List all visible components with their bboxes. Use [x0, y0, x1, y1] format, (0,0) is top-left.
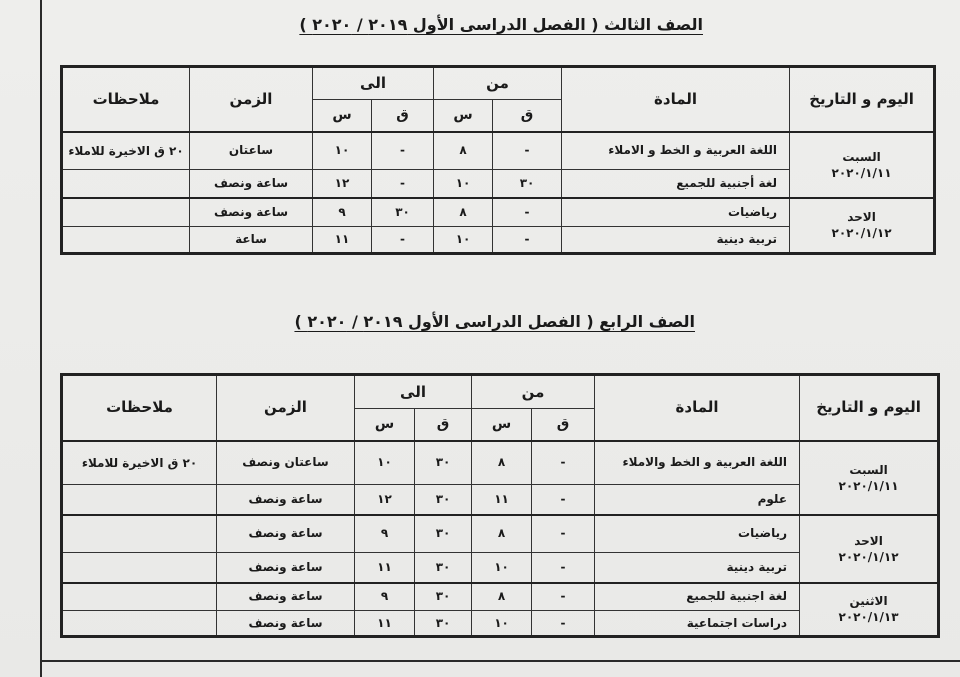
from-hours-cell: ١١	[472, 485, 532, 515]
from-minutes-cell: ٣٠	[493, 170, 562, 198]
margin-rule	[40, 0, 42, 677]
from-hours-cell: ١٠	[434, 227, 493, 254]
day-cell	[800, 441, 939, 515]
subject-cell: علوم	[595, 485, 800, 515]
bottom-rule	[40, 660, 960, 662]
from-hours-cell: ٨	[472, 515, 532, 553]
notes-header: ملاحظات	[62, 67, 190, 132]
from-header: من	[434, 67, 562, 100]
from-hours-cell: ١٠	[472, 611, 532, 637]
header-row	[62, 67, 935, 100]
to-hours-cell: ١١	[355, 553, 415, 583]
from-minutes-cell: -	[493, 132, 562, 170]
subject-cell: اللغة العربية و الخط والاملاء	[595, 441, 800, 485]
to-minutes-cell: ٣٠	[415, 553, 472, 583]
from-minutes-cell: -	[532, 515, 595, 553]
grade4-title: الصف الرابع ( الفصل الدراسى الأول ٢٠١٩ / ٢٠٢٠ )	[294, 312, 695, 331]
exam-date: ٢٠٢٠/١/١١	[838, 478, 899, 493]
to-hours-header: س	[313, 100, 372, 132]
duration-header: الزمن	[217, 375, 355, 441]
to-minutes-cell: ٣٠	[415, 441, 472, 485]
to-minutes-cell: ٣٠	[415, 583, 472, 611]
day-cell	[790, 198, 935, 254]
day-name: الاحد	[854, 533, 883, 548]
from-hours-cell: ٨	[434, 198, 493, 227]
day-cell	[790, 132, 935, 198]
subject-cell: تربية دينية	[562, 227, 790, 254]
to-minutes-cell: ٣٠	[415, 515, 472, 553]
header-row	[62, 375, 939, 409]
to-minutes-cell: ٣٠	[415, 611, 472, 637]
day-date-header: اليوم و التاريخ	[800, 375, 939, 441]
duration-cell: ساعة ونصف	[217, 583, 355, 611]
to-minutes-header: ق	[415, 409, 472, 441]
day-date-header: اليوم و التاريخ	[790, 67, 935, 132]
duration-cell: ساعة ونصف	[217, 553, 355, 583]
grade3-schedule-table	[60, 65, 936, 255]
exam-date: ٢٠٢٠/١/١١	[831, 165, 892, 180]
from-minutes-header: ق	[532, 409, 595, 441]
subject-cell: لغة أجنبية للجميع	[562, 170, 790, 198]
to-hours-cell: ١٢	[313, 170, 372, 198]
to-header: الى	[313, 67, 434, 100]
subject-cell: اللغة العربية و الخط و الاملاء	[562, 132, 790, 170]
exam-date: ٢٠٢٠/١/١٢	[838, 549, 899, 564]
to-minutes-cell: -	[372, 132, 434, 170]
grade3-title: الصف الثالث ( الفصل الدراسى الأول ٢٠١٩ / ٢٠٢٠ )	[299, 15, 703, 34]
to-hours-header: س	[355, 409, 415, 441]
duration-cell: ساعة ونصف	[217, 515, 355, 553]
to-minutes-cell: ٣٠	[415, 485, 472, 515]
to-hours-cell: ١١	[313, 227, 372, 254]
from-header: من	[472, 375, 595, 409]
to-minutes-cell: ٣٠	[372, 198, 434, 227]
table-row	[62, 583, 939, 611]
notes-cell	[62, 485, 217, 515]
duration-cell: ساعة ونصف	[190, 198, 313, 227]
table-row	[62, 441, 939, 485]
from-minutes-cell: -	[532, 485, 595, 515]
from-minutes-header: ق	[493, 100, 562, 132]
from-hours-cell: ٨	[472, 441, 532, 485]
notes-cell: ٢٠ ق الاخيرة للاملاء	[62, 441, 217, 485]
to-minutes-cell: -	[372, 227, 434, 254]
from-minutes-cell: -	[532, 441, 595, 485]
to-minutes-header: ق	[372, 100, 434, 132]
from-minutes-cell: -	[493, 198, 562, 227]
exam-date: ٢٠٢٠/١/١٣	[838, 610, 899, 625]
duration-cell: ساعة ونصف	[217, 611, 355, 637]
notes-cell	[62, 227, 190, 254]
table-row	[62, 515, 939, 553]
from-hours-cell: ١٠	[434, 170, 493, 198]
from-hours-cell: ١٠	[472, 553, 532, 583]
from-hours-cell: ٨	[434, 132, 493, 170]
subject-cell: تربية دينية	[595, 553, 800, 583]
from-minutes-cell: -	[532, 583, 595, 611]
duration-cell: ساعة ونصف	[217, 485, 355, 515]
grade4-schedule-table	[60, 373, 940, 638]
from-hours-header: س	[434, 100, 493, 132]
day-name: السبت	[849, 462, 888, 477]
day-cell	[800, 583, 939, 637]
to-hours-cell: ٩	[313, 198, 372, 227]
duration-cell: ساعتان ونصف	[217, 441, 355, 485]
to-header: الى	[355, 375, 472, 409]
notes-cell	[62, 170, 190, 198]
day-cell	[800, 515, 939, 583]
subject-header: المادة	[595, 375, 800, 441]
from-minutes-cell: -	[532, 553, 595, 583]
exam-date: ٢٠٢٠/١/١٢	[831, 226, 892, 241]
day-name: الاثنين	[849, 594, 888, 609]
duration-cell: ساعتان	[190, 132, 313, 170]
subject-cell: رياضيات	[562, 198, 790, 227]
day-name: الاحد	[847, 210, 876, 225]
from-minutes-cell: -	[532, 611, 595, 637]
notes-cell	[62, 611, 217, 637]
notes-header: ملاحظات	[62, 375, 217, 441]
to-hours-cell: ١٠	[313, 132, 372, 170]
subject-header: المادة	[562, 67, 790, 132]
notes-cell	[62, 553, 217, 583]
duration-cell: ساعة	[190, 227, 313, 254]
duration-cell: ساعة ونصف	[190, 170, 313, 198]
subject-cell: رياضيات	[595, 515, 800, 553]
to-hours-cell: ١١	[355, 611, 415, 637]
day-name: السبت	[842, 149, 881, 164]
from-hours-header: س	[472, 409, 532, 441]
from-minutes-cell: -	[493, 227, 562, 254]
to-hours-cell: ٩	[355, 515, 415, 553]
from-hours-cell: ٨	[472, 583, 532, 611]
table-row	[62, 198, 935, 227]
to-hours-cell: ٩	[355, 583, 415, 611]
to-hours-cell: ١٠	[355, 441, 415, 485]
notes-cell	[62, 198, 190, 227]
duration-header: الزمن	[190, 67, 313, 132]
notes-cell: ٢٠ ق الاخيرة للاملاء	[62, 132, 190, 170]
subject-cell: لغة اجنبية للجميع	[595, 583, 800, 611]
notes-cell	[62, 583, 217, 611]
to-minutes-cell: -	[372, 170, 434, 198]
table-row	[62, 132, 935, 170]
to-hours-cell: ١٢	[355, 485, 415, 515]
notes-cell	[62, 515, 217, 553]
subject-cell: دراسات اجتماعية	[595, 611, 800, 637]
